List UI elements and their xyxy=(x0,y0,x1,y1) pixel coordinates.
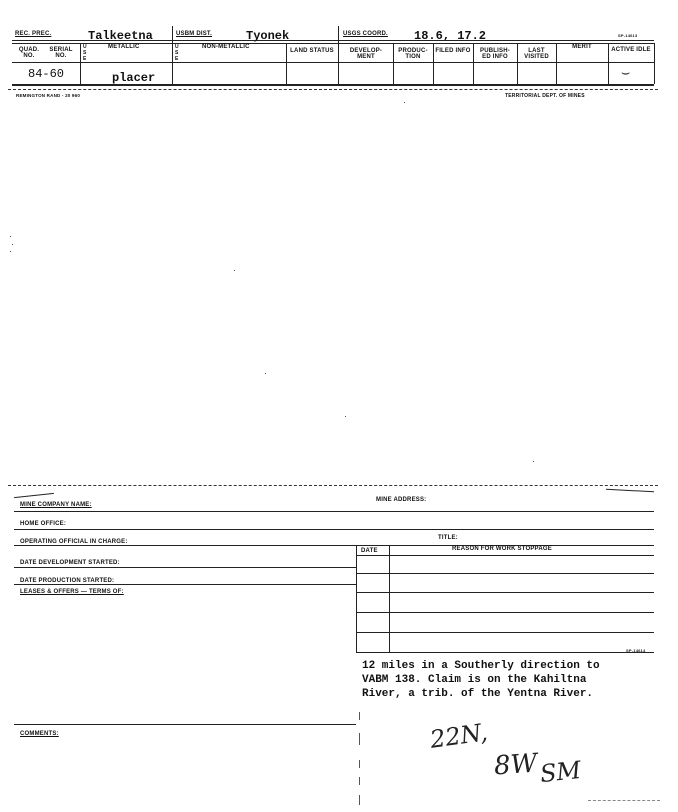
quad-no-label: QUAD. NO. xyxy=(18,47,40,59)
handwriting-line-2: 8W xyxy=(493,748,539,782)
usbm-dist-value: Tyonek xyxy=(246,29,290,43)
rec-prec-value: Talkeetna xyxy=(88,29,153,43)
mine-company-label: MINE COMPANY NAME: xyxy=(20,502,92,508)
title-label: TITLE: xyxy=(438,535,458,541)
quad-serial-value: 84-60 xyxy=(28,67,65,81)
merit-label: MERIT xyxy=(572,44,592,50)
scan-noise-line xyxy=(588,800,660,801)
date-production-label: DATE PRODUCTION STARTED: xyxy=(20,578,115,584)
leases-label: LEASES & OFFERS — TERMS OF: xyxy=(20,589,124,595)
non-metallic-label: NON-METALLIC xyxy=(202,44,250,50)
development-label: DEVELOP- MENT xyxy=(349,48,383,60)
last-visited-label: LAST VISITED xyxy=(524,48,549,60)
filed-info-label: FILED INFO xyxy=(435,48,471,54)
usgs-coord-label: USGS COORD. xyxy=(343,31,388,37)
operating-official-label: OPERATING OFFICIAL IN CHARGE: xyxy=(20,539,128,545)
date-development-label: DATE DEVELOPMENT STARTED: xyxy=(20,560,120,566)
active-idle-value: ⌣ xyxy=(621,64,631,80)
use-label-non-metallic: U S E xyxy=(175,44,179,62)
usgs-coord-value: 18.6, 17.2 xyxy=(414,29,487,43)
mine-address-label: MINE ADDRESS: xyxy=(376,497,427,503)
date-column-label: DATE xyxy=(361,548,378,554)
scan-speck xyxy=(345,416,346,417)
metallic-value: placer xyxy=(112,71,156,85)
metallic-label: METALLIC xyxy=(108,44,140,50)
printer-note: REMINGTON RAND - 20 960 xyxy=(16,93,81,98)
use-label-metallic: U S E xyxy=(83,44,87,62)
rec-prec-label: REC. PREC. xyxy=(15,31,52,37)
note-line-1: 12 miles in a Southerly direction to xyxy=(362,660,600,672)
note-line-2: VABM 138. Claim is on the Kahiltna xyxy=(362,674,587,686)
scan-speck xyxy=(12,244,13,245)
comments-label: COMMENTS: xyxy=(20,731,59,737)
scan-speck xyxy=(533,461,534,462)
note-line-3: River, a trib. of the Yentna River. xyxy=(362,688,594,700)
published-info-label: PUBLISH- ED INFO xyxy=(480,48,510,60)
home-office-label: HOME OFFICE: xyxy=(20,521,67,527)
reason-column-label: REASON FOR WORK STOPPAGE xyxy=(452,546,552,552)
production-label: PRODUC- TION xyxy=(398,48,428,60)
land-status-label: LAND STATUS xyxy=(290,48,334,54)
handwriting-line-3: SM xyxy=(538,755,583,789)
usbm-dist-label: USBM DIST. xyxy=(176,31,213,37)
scan-speck xyxy=(265,373,266,374)
scan-speck xyxy=(10,251,11,252)
active-idle-label: ACTIVE IDLE xyxy=(611,47,651,53)
scan-speck xyxy=(10,236,11,237)
scan-speck xyxy=(404,102,405,103)
department-label: TERRITORIAL DEPT. OF MINES xyxy=(505,93,585,99)
scan-speck xyxy=(234,270,235,271)
handwriting-line-1: 22N, xyxy=(428,718,490,754)
form-number: SP-14613 xyxy=(618,33,638,38)
serial-no-label: SERIAL NO. xyxy=(49,47,73,59)
form-number-lower: SP-14614 xyxy=(626,648,646,653)
